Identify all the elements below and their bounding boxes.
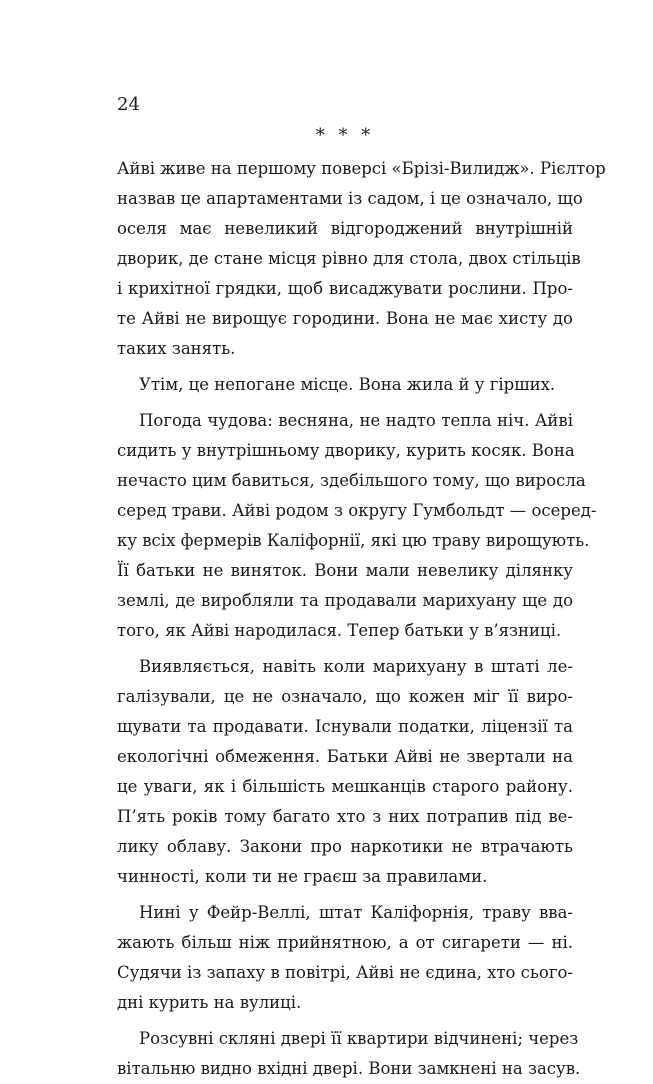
text-line: лику облаву. Закони про наркотики не втрачають (117, 837, 573, 856)
text-line: це уваги, як і більшість мешканців старого району. (117, 777, 573, 796)
text-line: нечасто цим бавиться, здебільшого тому, що виросла (117, 471, 586, 490)
text-line: дворик, де стане місця рівно для стола, двох стільців (117, 249, 581, 268)
text-line: ку всіх фермерів Каліфорнії, які цю траву вирощують. (117, 531, 590, 550)
paragraph (117, 898, 573, 1018)
text-line: те Айві не вирощує городини. Вона не має хисту до (117, 309, 573, 328)
text-line: серед трави. Айві родом з округу Гумбольдт — осеред- (117, 501, 597, 520)
text-line: жають більш ніж прийнятною, а от сигарети — ні. (117, 933, 573, 952)
text-line: і крихітної грядки, щоб висаджувати рослини. Про- (117, 279, 573, 298)
paragraph (117, 652, 573, 892)
text-line: Погода чудова: весняна, не надто тепла ніч. Айві (139, 411, 573, 430)
text-line: екологічні обмеження. Батьки Айві не звертали на (117, 747, 573, 766)
text-line: галізували, це не означало, що кожен міг її виро- (117, 687, 573, 706)
text-line: Її батьки не виняток. Вони мали невелику ділянку (117, 561, 573, 580)
text-line: того, як Айві народилася. Тепер батьки у в’язниці. (117, 621, 562, 640)
text-line: землі, де виробляли та продавали марихуану ще до (117, 591, 573, 610)
text-line: Айві живе на першому поверсі «Брізі-Вилидж». Рієлтор (117, 159, 606, 178)
paragraph (117, 406, 597, 646)
paragraph (117, 370, 573, 400)
text-line: сидить у внутрішньому дворику, курить косяк. Вона (117, 441, 575, 460)
paragraph (117, 1024, 581, 1084)
text-line: Виявляється, навіть коли марихуану в штаті ле- (139, 657, 573, 676)
text-line: вітальню видно вхідні двері. Вони замкнені на засув. (117, 1059, 581, 1078)
section-separator: * * * (315, 125, 375, 146)
text-line: Судячи із запаху в повітрі, Айві не єдина, хто сього- (117, 963, 573, 982)
text-line: дні курить на вулиці. (117, 993, 302, 1012)
text-line: таких занять. (117, 339, 236, 358)
paragraph (117, 154, 606, 364)
text-line: щувати та продавати. Існували податки, ліцензії та (117, 717, 573, 736)
text-line: чинності, коли ти не граєш за правилами. (117, 867, 488, 886)
text-line: назвав це апартаментами із садом, і це означало, що (117, 189, 583, 208)
text-line: П’ять років тому багато хто з них потрапив під ве- (117, 807, 573, 826)
text-line: Утім, це непогане місце. Вона жила й у гірших. (139, 375, 556, 394)
text-line: Нині у Фейр-Веллі, штат Каліфорнія, траву вва- (139, 903, 573, 922)
text-body (117, 154, 606, 1084)
page-number: 24 (117, 94, 140, 115)
text-line: оселя має невеликий відгороджений внутрішній (117, 219, 573, 238)
text-line: Розсувні скляні двері її квартири відчинені; через (139, 1029, 579, 1048)
